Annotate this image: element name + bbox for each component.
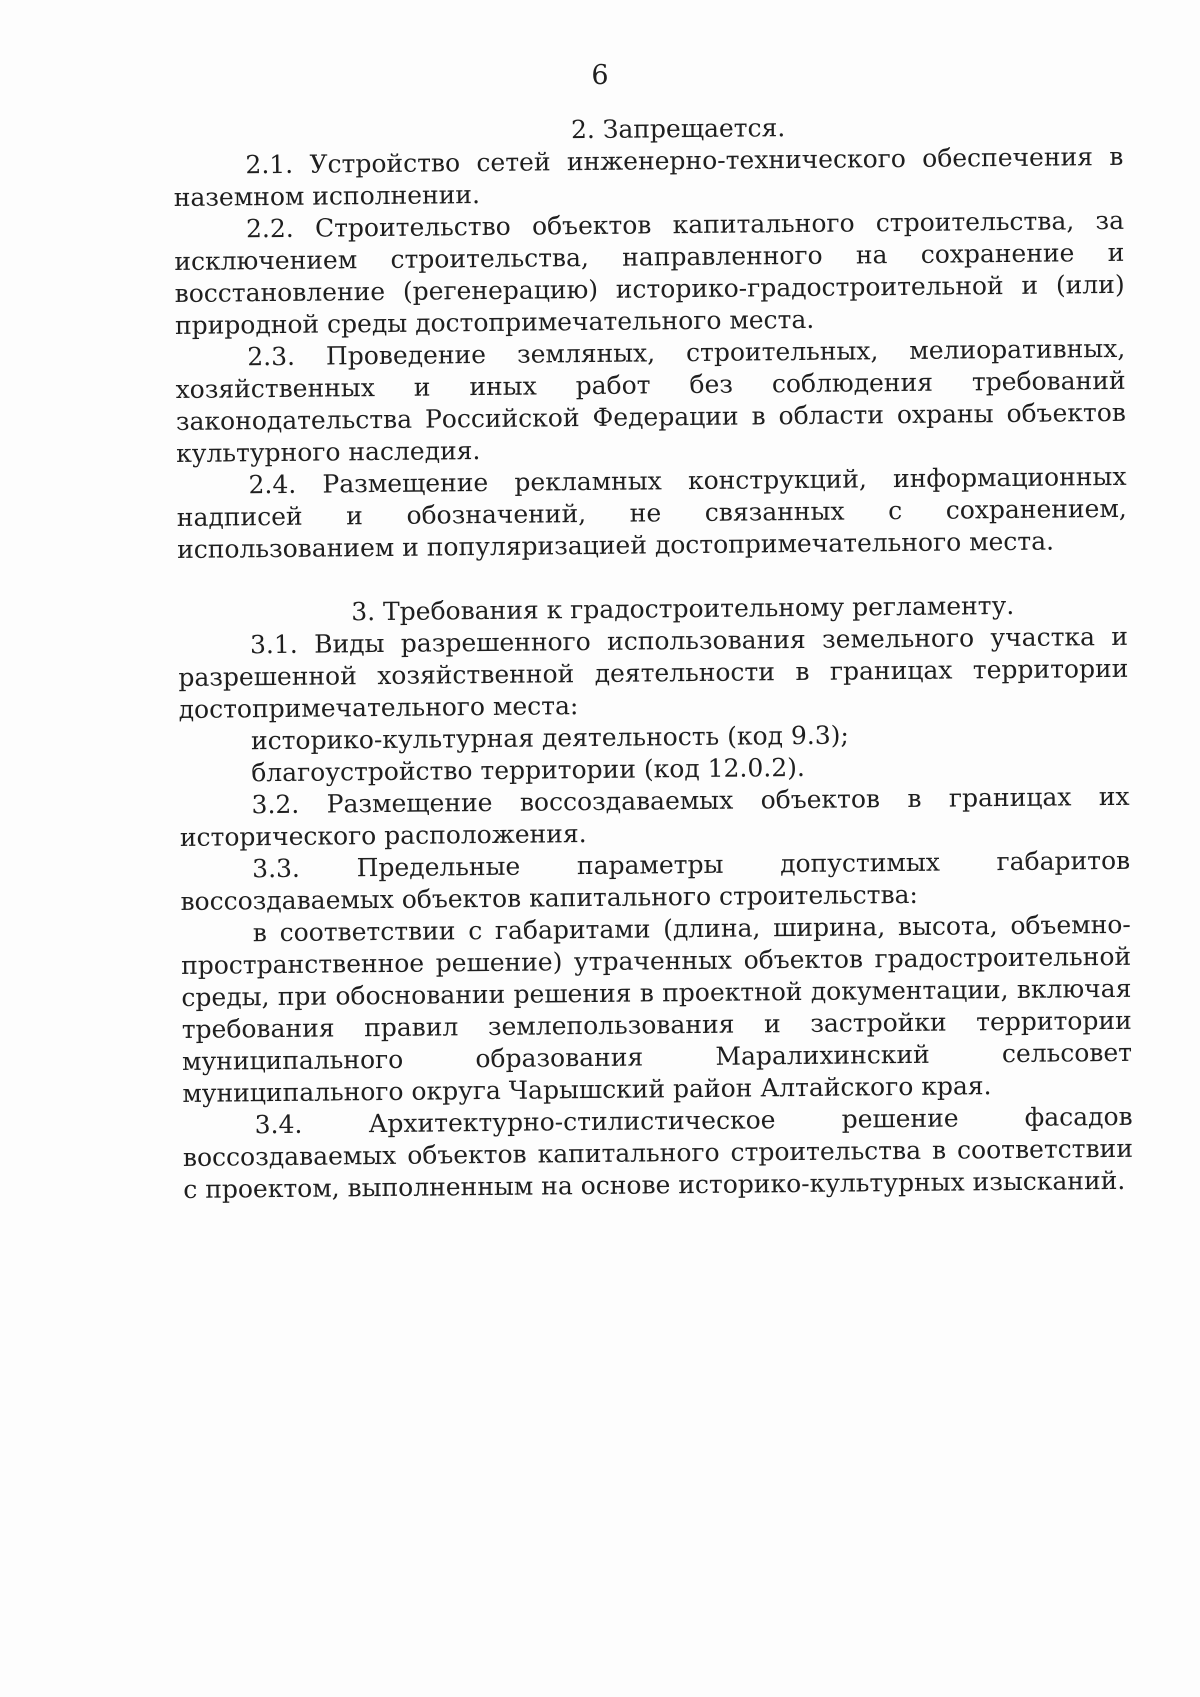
paragraph-3-3-detail: в соответствии с габаритами (длина, ширина, высота, объемно-пространственное решение) утраченных объектов градостроительной среды, при обосновании решения в проектной документации, включая требования правил землепользования и застройки территории муниципального образования Маралихинский сельсовет муниципального округа Чарышский район Алтайского края. (180, 909, 1133, 1108)
paragraph-3-1: 3.1. Виды разрешенного использования земельного участка и разрешенной хозяйственной деятельности в границах территории достопримечательного места: (178, 621, 1129, 724)
paragraph-2-4: 2.4. Размещение рекламных конструкций, информационных надписей и обозначений, не связанных с сохранением, использованием и популяризацией достопримечательного места. (176, 461, 1127, 564)
document-body (173, 109, 1133, 1206)
paragraph-3-4: 3.4. Архитектурно-стилистическое решение фасадов воссоздаваемых объектов капитального строительства в соответствии с проектом, выполненным на основе историко-культурных изысканий. (182, 1101, 1134, 1204)
paragraph-3-2: 3.2. Размещение воссоздаваемых объектов в границах их исторического расположения. (179, 781, 1130, 852)
section-heading-3: 3. Требования к градостроительному регламенту. (351, 590, 1015, 627)
list-item-3-1-a: историко-культурная деятельность (код 9.3); (250, 720, 849, 756)
list-item-3-1-b: благоустройство территории (код 12.0.2). (251, 752, 805, 788)
paragraph-3-3: 3.3. Предельные параметры допустимых габаритов воссоздаваемых объектов капитального строительства: (180, 845, 1131, 916)
paragraph-2-3: 2.3. Проведение земляных, строительных, мелиоративных, хозяйственных и иных работ без соблюдения требований законодательства Российской Федерации в области охраны объектов культурного наследия. (175, 333, 1127, 468)
paragraph-2-1: 2.1. Устройство сетей инженерно-технического обеспечения в наземном исполнении. (173, 141, 1124, 212)
paragraph-2-2: 2.2. Строительство объектов капитального строительства, за исключением строительства, направленного на сохранение и восстановление (регенерацию) историко-градостроительной и (или) природной среды достопримечательного места. (174, 205, 1125, 340)
page-number: 6 (591, 60, 609, 91)
section-heading-2: 2. Запрещается. (570, 113, 786, 145)
